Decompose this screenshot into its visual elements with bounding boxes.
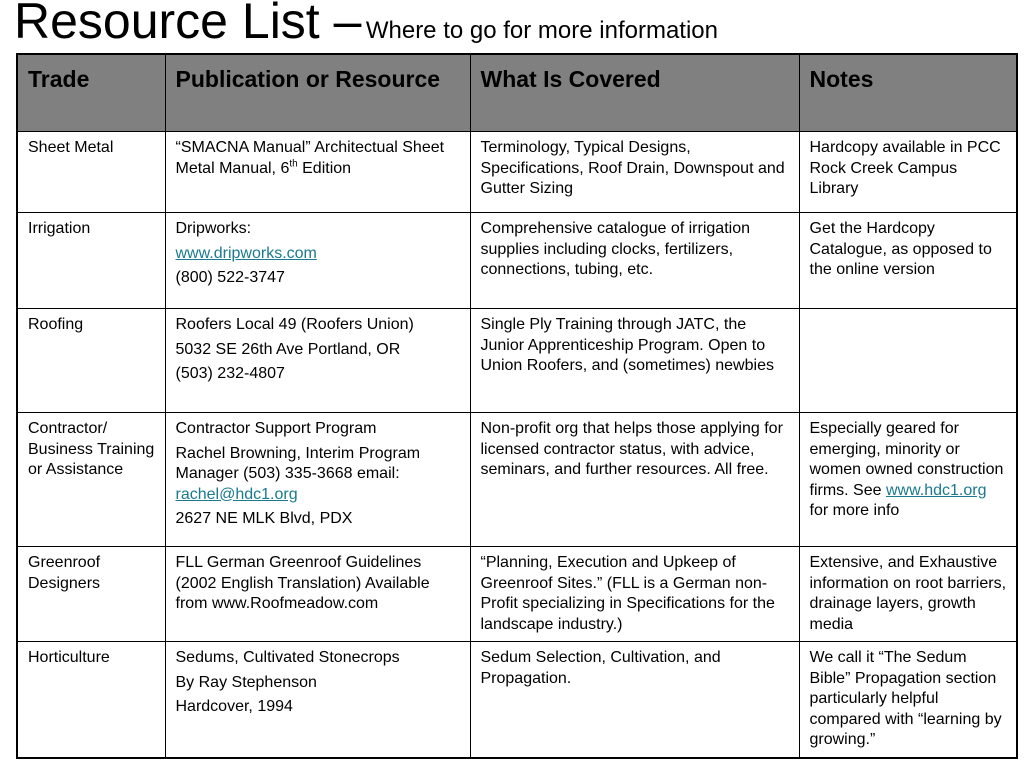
table-row [17, 132, 1017, 213]
table-row [17, 413, 1017, 547]
publication-line: (800) 522-3747 [175, 269, 285, 286]
cell-covered: Comprehensive catalogue of irrigation supplies including clocks, fertilizers, connections, tubing, etc. [470, 213, 799, 309]
cell-covered: Sedum Selection, Cultivation, and Propagation. [470, 642, 799, 758]
superscript: th [289, 158, 298, 170]
publication-line: Roofers Local 49 (Roofers Union) [175, 316, 414, 333]
cell-notes: Get the Hardcopy Catalogue, as opposed to the online version [799, 213, 1017, 309]
cell-publication [165, 413, 470, 547]
cell-notes [799, 413, 1017, 547]
cell-covered: Terminology, Typical Designs, Specifications, Roof Drain, Downspout and Gutter Sizing [470, 132, 799, 213]
header-what-is-covered: What Is Covered [470, 54, 799, 132]
header-publication: Publication or Resource [165, 54, 470, 132]
publication-text: “SMACNA Manual” Architectual Sheet Metal Manual, 6 [175, 139, 445, 177]
cell-notes: Extensive, and Exhaustive information on root barriers, drainage layers, growth media [799, 547, 1017, 642]
cell-publication [165, 309, 470, 413]
header-trade: Trade [17, 54, 165, 132]
cell-trade: Horticulture [17, 642, 165, 758]
cell-covered: Single Ply Training through JATC, the Junior Apprenticeship Program. Open to Union Roofers, and (sometimes) newbies [470, 309, 799, 413]
cell-trade: Contractor/ Business Training or Assistance [17, 413, 165, 547]
hdc1-link[interactable]: www.hdc1.org [885, 481, 987, 499]
table-row [17, 309, 1017, 413]
email-link[interactable]: rachel@hdc1.org [175, 485, 298, 503]
publication-line: By Ray Stephenson [175, 673, 317, 691]
cell-trade: Greenroof Designers [17, 547, 165, 642]
cell-publication [165, 642, 470, 758]
cell-trade: Irrigation [17, 213, 165, 309]
publication-line: 5032 SE 26th Ave Portland, OR [175, 340, 401, 358]
publication-line: Contractor Support Program [175, 420, 377, 437]
publication-text-end: Edition [297, 159, 352, 177]
cell-covered: “Planning, Execution and Upkeep of Greenroof Sites.” (FLL is a German non-Profit specializing in Specifications for the landscape industry.) [470, 547, 799, 642]
publication-line: Hardcover, 1994 [175, 698, 293, 715]
publication-line: 2627 NE MLK Blvd, PDX [175, 510, 353, 527]
cell-trade: Sheet Metal [17, 132, 165, 213]
cell-notes [799, 309, 1017, 413]
cell-trade: Roofing [17, 309, 165, 413]
publication-line: (503) 232-4807 [175, 365, 285, 382]
header-notes: Notes [799, 54, 1017, 132]
notes-text: Especially geared for emerging, minority or women owned construction firms. See [809, 420, 1004, 499]
table-header-row [17, 54, 1017, 132]
cell-notes: Hardcopy available in PCC Rock Creek Campus Library [799, 132, 1017, 213]
title-subtitle: Where to go for more information [365, 17, 718, 44]
title-main: Resource List – [14, 0, 362, 49]
cell-covered: Non-profit org that helps those applying for licensed contractor status, with advice, seminars, and further resources. All free. [470, 413, 799, 547]
publication-line: Dripworks: [175, 220, 252, 237]
publication-line: Rachel Browning, Interim Program Manager (503) 335-3668 email: [175, 444, 421, 482]
page-title [14, 0, 718, 49]
table-row [17, 547, 1017, 642]
cell-publication [165, 213, 470, 309]
publication-line: Sedums, Cultivated Stonecrops [175, 649, 400, 666]
resource-table [16, 53, 1018, 759]
table-row [17, 642, 1017, 758]
cell-publication [165, 132, 470, 213]
table-row [17, 213, 1017, 309]
notes-text-end: for more info [809, 502, 900, 519]
dripworks-link[interactable]: www.dripworks.com [175, 244, 317, 262]
cell-notes: We call it “The Sedum Bible” Propagation section particularly helpful compared with “learning by growing.” [799, 642, 1017, 758]
cell-publication: FLL German Greenroof Guidelines (2002 English Translation) Available from www.Roofmeadow.com [165, 547, 470, 642]
